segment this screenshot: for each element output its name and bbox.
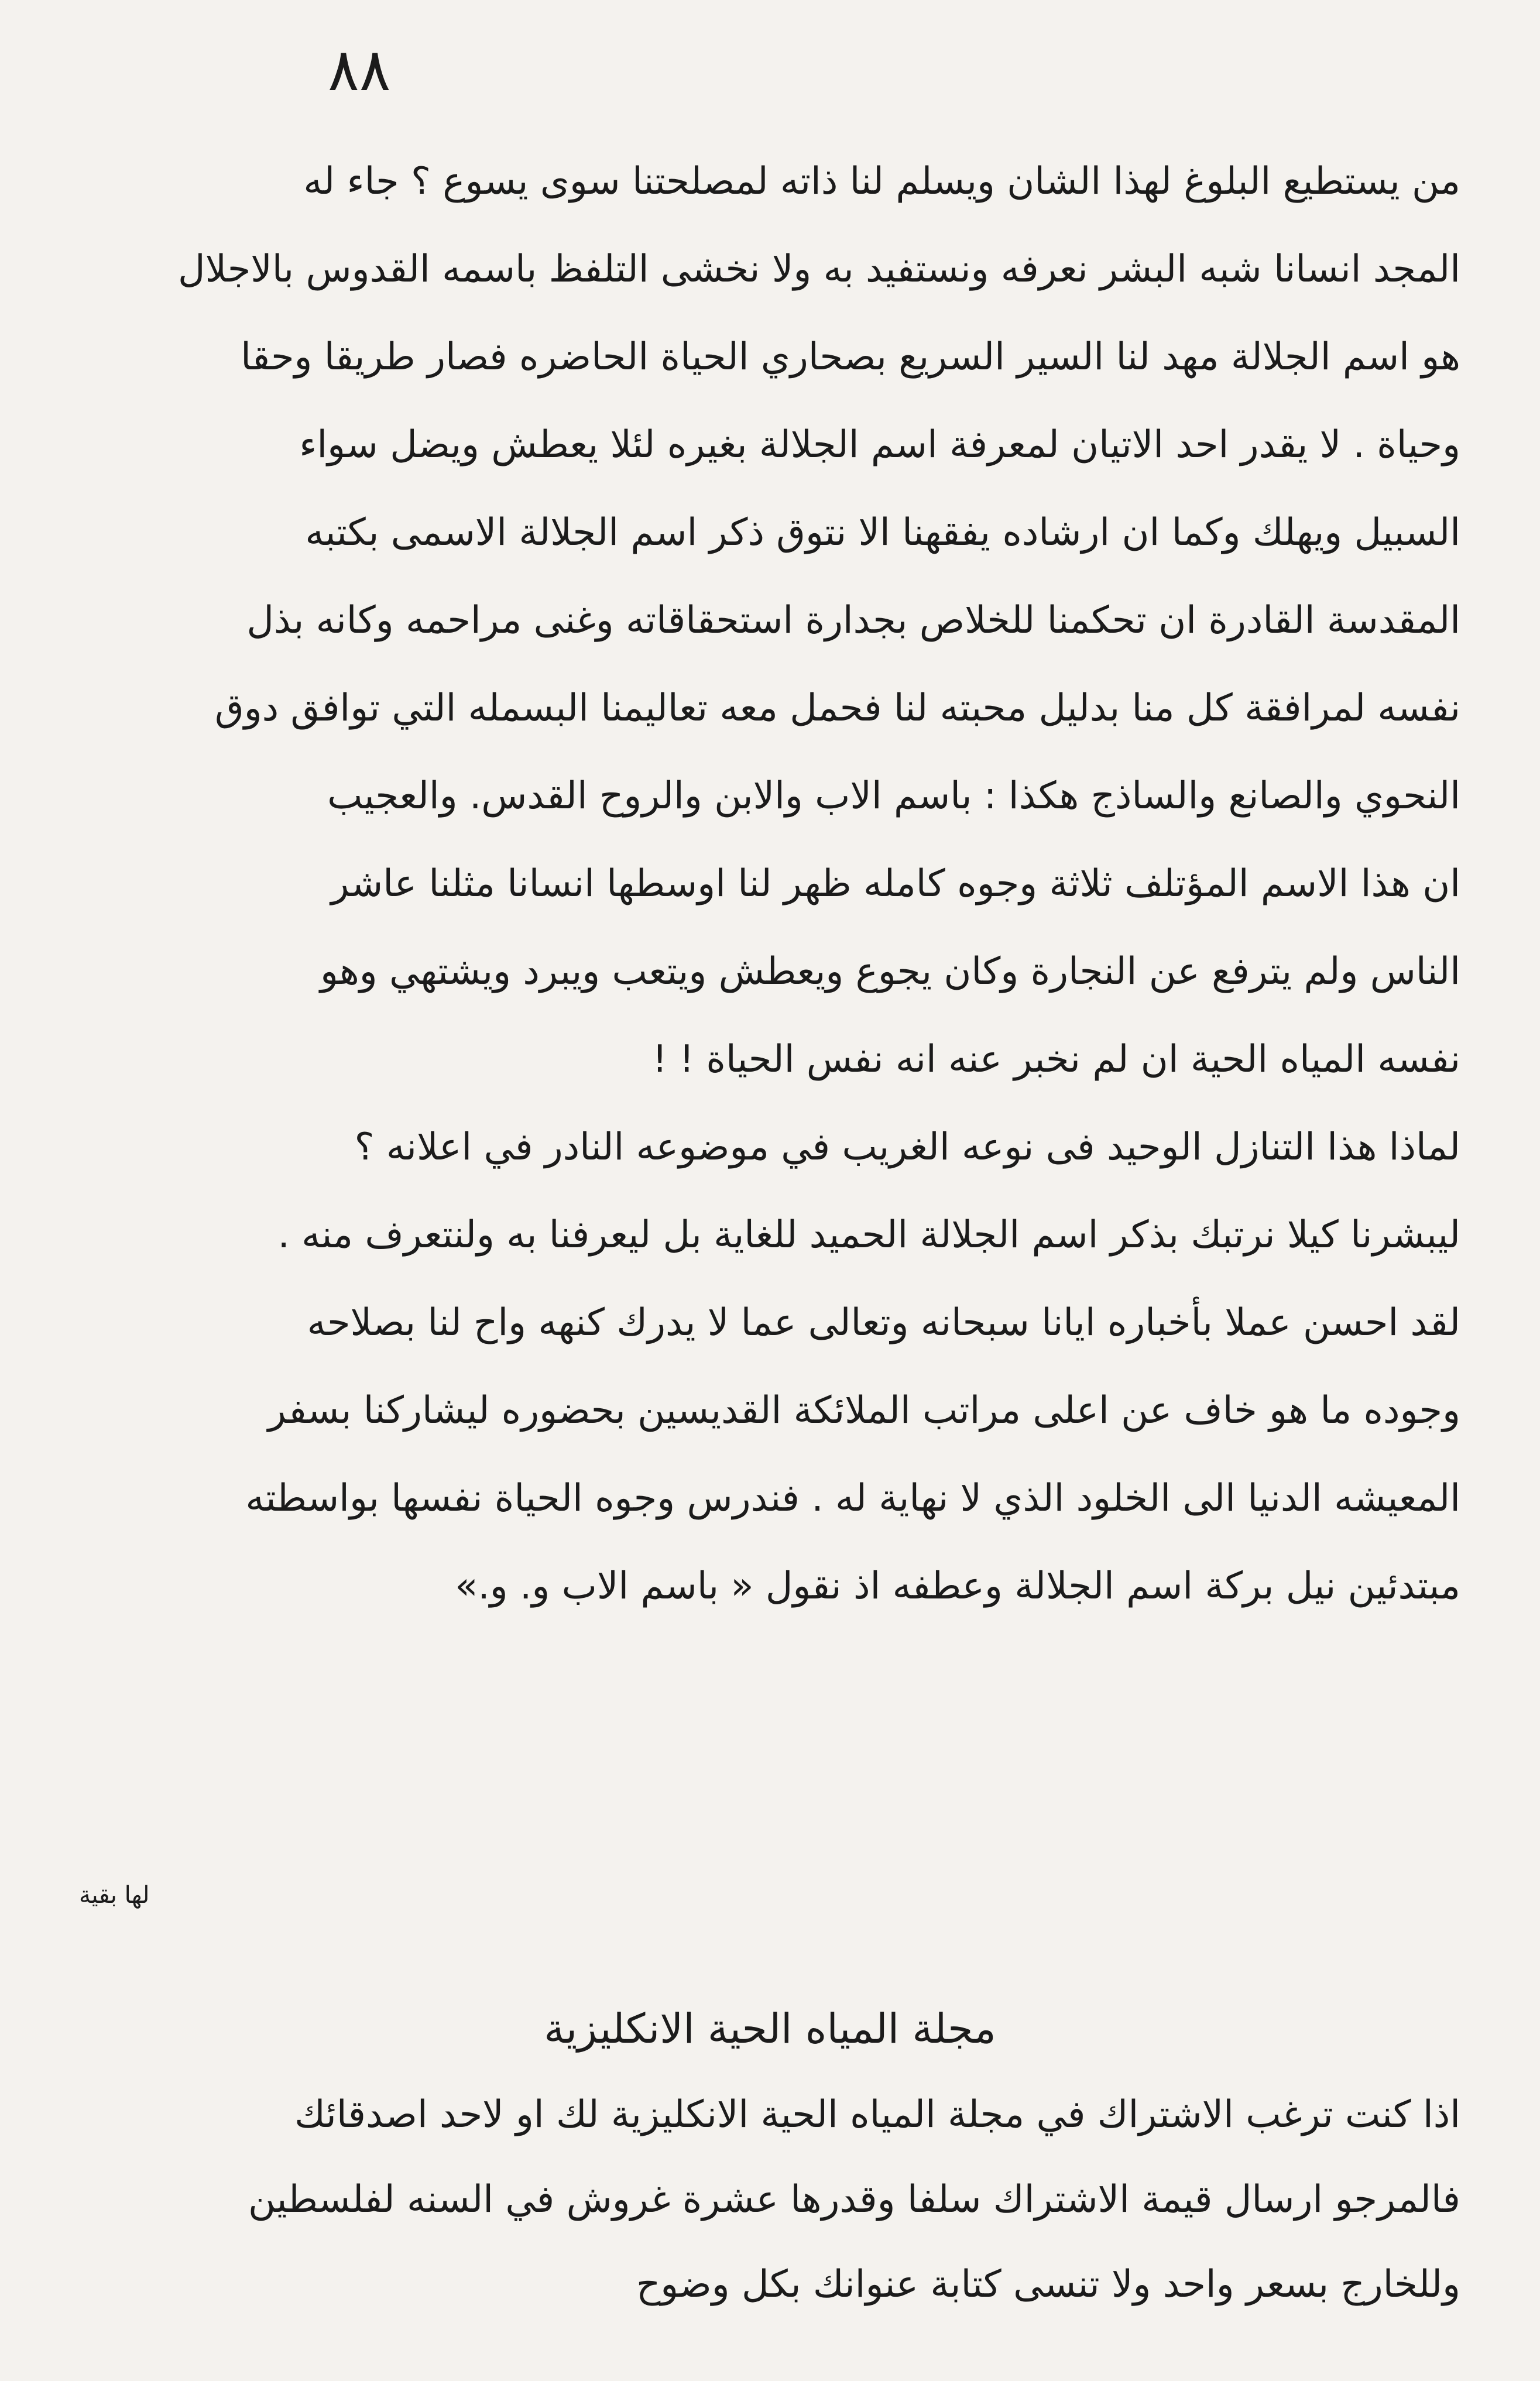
page-number: ٨٨ <box>328 36 391 104</box>
article-line: مبتدئين نيل بركة اسم الجلالة وعطفه اذ نقول « باسم الاب و. و.» <box>455 1565 1460 1608</box>
notice-heading: مجلة المياه الحية الانكليزية <box>544 2005 996 2053</box>
article-line: وحياة . لا يقدر احد الاتيان لمعرفة اسم الجلالة بغيره لئلا يعطش ويضل سواء <box>299 423 1460 466</box>
article-line: نفسه المياه الحية ان لم نخبر عنه انه نفس الحياة ! ! <box>652 1038 1460 1081</box>
notice-line: وللخارج بسعر واحد ولا تنسى كتابة عنوانك بكل وضوح <box>636 2262 1460 2306</box>
article-line: هو اسم الجلالة مهد لنا السير السريع بصحاري الحياة الحاضره فصار طريقا وحقا <box>241 335 1460 379</box>
article-line: ان هذا الاسم المؤتلف ثلاثة وجوه كامله ظهر لنا اوسطها انسانا مثلنا عاشر <box>331 862 1460 905</box>
article-line: لماذا هذا التنازل الوحيد فى نوعه الغريب في موضوعه النادر في اعلانه ؟ <box>354 1126 1460 1169</box>
article-line: السبيل ويهلك وكما ان ارشاده يفقهنا الا نتوق ذكر اسم الجلالة الاسمى بكتبه <box>305 511 1460 554</box>
article-line: ليبشرنا كيلا نرتبك بذكر اسم الجلالة الحميد للغاية بل ليعرفنا به ولنتعرف منه . <box>277 1213 1460 1257</box>
article-line: الناس ولم يترفع عن النجارة وكان يجوع ويعطش ويتعب ويبرد ويشتهي وهو <box>320 950 1460 993</box>
continuation-note: لها بقية <box>79 1882 150 1909</box>
article-line: المجد انسانا شبه البشر نعرفه ونستفيد به ولا نخشى التلفظ باسمه القدوس بالاجلال <box>178 248 1460 291</box>
notice-line: فالمرجو ارسال قيمة الاشتراك سلفا وقدرها عشرة غروش في السنه لفلسطين <box>248 2177 1460 2221</box>
article-line: المعيشه الدنيا الى الخلود الذي لا نهاية له . فندرس وجوه الحياة نفسها بواسطته <box>245 1477 1460 1520</box>
article-line: لقد احسن عملا بأخباره ايانا سبحانه وتعالى عما لا يدرك كنهه واح لنا بصلاحه <box>307 1301 1460 1344</box>
article-line: المقدسة القادرة ان تحكمنا للخلاص بجدارة استحقاقاته وغنى مراحمه وكانه بذل <box>246 599 1460 642</box>
article-line: وجوده ما هو خاف عن اعلى مراتب الملائكة القديسين بحضوره ليشاركنا بسفر <box>267 1389 1460 1432</box>
notice-body <box>67 2072 1460 2327</box>
article-line: من يستطيع البلوغ لهذا الشان ويسلم لنا ذاته لمصلحتنا سوى يسوع ؟ جاء له <box>303 160 1460 203</box>
article-body <box>67 138 1460 1630</box>
notice-line: اذا كنت ترغب الاشتراك في مجلة المياه الحية الانكليزية لك او لاحد اصدقائك <box>294 2092 1460 2136</box>
article-line: نفسه لمرافقة كل منا بدليل محبته لنا فحمل معه تعاليمنا البسمله التي توافق دوق <box>215 687 1460 730</box>
article-line: النحوي والصانع والساذج هكذا : باسم الاب والابن والروح القدس. والعجيب <box>327 774 1460 818</box>
